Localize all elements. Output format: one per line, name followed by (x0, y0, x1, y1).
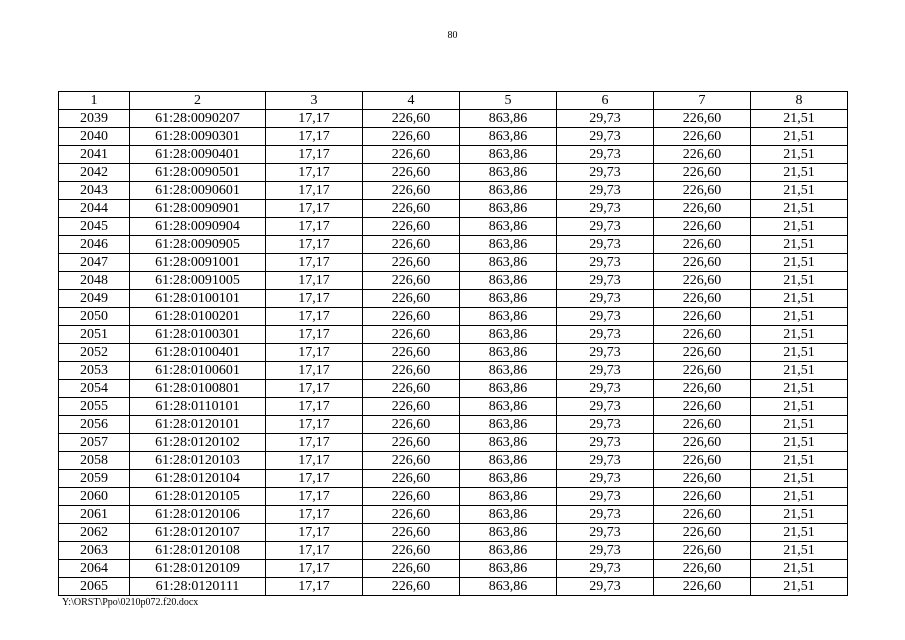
table-cell: 17,17 (266, 542, 363, 560)
table-cell: 2042 (59, 164, 130, 182)
table-row (59, 110, 848, 128)
table-cell: 863,86 (460, 290, 557, 308)
table-cell: 226,60 (363, 236, 460, 254)
table-cell: 17,17 (266, 470, 363, 488)
table-cell: 226,60 (363, 146, 460, 164)
table-cell: 61:28:0090401 (130, 146, 266, 164)
table-cell: 61:28:0100301 (130, 326, 266, 344)
table-cell: 61:28:0120105 (130, 488, 266, 506)
table-cell: 226,60 (654, 290, 751, 308)
table-cell: 61:28:0100201 (130, 308, 266, 326)
table-cell: 226,60 (363, 164, 460, 182)
table-row (59, 236, 848, 254)
table-cell: 226,60 (654, 236, 751, 254)
table-cell: 29,73 (557, 308, 654, 326)
column-header: 1 (59, 92, 130, 110)
table-cell: 17,17 (266, 200, 363, 218)
table-cell: 61:28:0090601 (130, 182, 266, 200)
table-cell: 17,17 (266, 146, 363, 164)
column-header: 6 (557, 92, 654, 110)
table-cell: 226,60 (654, 146, 751, 164)
table-row (59, 362, 848, 380)
table-cell: 226,60 (363, 308, 460, 326)
table-cell: 29,73 (557, 326, 654, 344)
column-header: 4 (363, 92, 460, 110)
table-cell: 863,86 (460, 524, 557, 542)
table-cell: 29,73 (557, 164, 654, 182)
table-cell: 226,60 (363, 398, 460, 416)
table-cell: 863,86 (460, 362, 557, 380)
table-cell: 61:28:0090301 (130, 128, 266, 146)
table-cell: 17,17 (266, 380, 363, 398)
table-cell: 2052 (59, 344, 130, 362)
table-cell: 226,60 (363, 272, 460, 290)
table-cell: 29,73 (557, 416, 654, 434)
table-row (59, 506, 848, 524)
table-cell: 2059 (59, 470, 130, 488)
table-cell: 863,86 (460, 542, 557, 560)
table-cell: 226,60 (363, 452, 460, 470)
table-cell: 226,60 (363, 218, 460, 236)
table-cell: 226,60 (654, 326, 751, 344)
table-cell: 17,17 (266, 164, 363, 182)
table-cell: 226,60 (654, 506, 751, 524)
table-row (59, 218, 848, 236)
table-cell: 21,51 (751, 110, 848, 128)
table-row (59, 128, 848, 146)
table-cell: 863,86 (460, 452, 557, 470)
table-cell: 17,17 (266, 254, 363, 272)
table-cell: 226,60 (363, 128, 460, 146)
table-cell: 226,60 (363, 524, 460, 542)
table-cell: 2063 (59, 542, 130, 560)
table-row (59, 398, 848, 416)
table-cell: 863,86 (460, 272, 557, 290)
table-cell: 17,17 (266, 218, 363, 236)
table-cell: 863,86 (460, 416, 557, 434)
table-cell: 2061 (59, 506, 130, 524)
table-cell: 2058 (59, 452, 130, 470)
table-cell: 21,51 (751, 344, 848, 362)
table-cell: 2054 (59, 380, 130, 398)
table-cell: 61:28:0120103 (130, 452, 266, 470)
table-cell: 226,60 (363, 416, 460, 434)
table-cell: 21,51 (751, 488, 848, 506)
table-row (59, 578, 848, 596)
table-cell: 61:28:0120102 (130, 434, 266, 452)
table-cell: 863,86 (460, 470, 557, 488)
table-cell: 2047 (59, 254, 130, 272)
table-cell: 863,86 (460, 380, 557, 398)
table-cell: 29,73 (557, 290, 654, 308)
table-cell: 21,51 (751, 416, 848, 434)
table-cell: 2048 (59, 272, 130, 290)
table-cell: 17,17 (266, 308, 363, 326)
table-cell: 226,60 (654, 398, 751, 416)
table-cell: 2051 (59, 326, 130, 344)
table-cell: 21,51 (751, 452, 848, 470)
table-row (59, 272, 848, 290)
table-cell: 2056 (59, 416, 130, 434)
column-header: 5 (460, 92, 557, 110)
table-cell: 29,73 (557, 470, 654, 488)
table-cell: 863,86 (460, 110, 557, 128)
table-cell: 29,73 (557, 254, 654, 272)
table-cell: 226,60 (654, 452, 751, 470)
table-cell: 29,73 (557, 560, 654, 578)
table-cell: 61:28:0091001 (130, 254, 266, 272)
table-cell: 226,60 (363, 362, 460, 380)
table-cell: 226,60 (363, 290, 460, 308)
table-cell: 21,51 (751, 236, 848, 254)
table-cell: 29,73 (557, 452, 654, 470)
table-cell: 61:28:0090901 (130, 200, 266, 218)
table-row (59, 434, 848, 452)
table-cell: 17,17 (266, 416, 363, 434)
table-cell: 61:28:0120106 (130, 506, 266, 524)
table-cell: 226,60 (654, 416, 751, 434)
table-cell: 863,86 (460, 182, 557, 200)
table-cell: 21,51 (751, 542, 848, 560)
table-cell: 226,60 (654, 254, 751, 272)
table-cell: 21,51 (751, 254, 848, 272)
table-cell: 863,86 (460, 218, 557, 236)
table-cell: 17,17 (266, 434, 363, 452)
table-row (59, 452, 848, 470)
table-cell: 226,60 (363, 470, 460, 488)
table-cell: 61:28:0091005 (130, 272, 266, 290)
table-cell: 29,73 (557, 182, 654, 200)
table-cell: 226,60 (654, 560, 751, 578)
table-cell: 226,60 (654, 272, 751, 290)
table-cell: 21,51 (751, 290, 848, 308)
table-row (59, 200, 848, 218)
table-cell: 863,86 (460, 164, 557, 182)
table-cell: 61:28:0120108 (130, 542, 266, 560)
table-cell: 61:28:0090904 (130, 218, 266, 236)
table-cell: 2049 (59, 290, 130, 308)
table-cell: 863,86 (460, 200, 557, 218)
table-cell: 29,73 (557, 488, 654, 506)
table-cell: 226,60 (654, 488, 751, 506)
table-cell: 226,60 (654, 434, 751, 452)
table-cell: 21,51 (751, 398, 848, 416)
table-cell: 863,86 (460, 560, 557, 578)
table-cell: 29,73 (557, 434, 654, 452)
table-cell: 17,17 (266, 362, 363, 380)
table-cell: 226,60 (363, 182, 460, 200)
table-cell: 21,51 (751, 272, 848, 290)
table-cell: 61:28:0100801 (130, 380, 266, 398)
table-cell: 2045 (59, 218, 130, 236)
table-cell: 21,51 (751, 200, 848, 218)
table-cell: 226,60 (654, 308, 751, 326)
table-cell: 61:28:0100101 (130, 290, 266, 308)
table-cell: 21,51 (751, 380, 848, 398)
table-cell: 61:28:0090905 (130, 236, 266, 254)
table-row (59, 560, 848, 578)
table-cell: 226,60 (654, 524, 751, 542)
table-cell: 21,51 (751, 308, 848, 326)
table-cell: 863,86 (460, 236, 557, 254)
table-cell: 29,73 (557, 380, 654, 398)
table-cell: 2057 (59, 434, 130, 452)
table-row (59, 470, 848, 488)
table-cell: 863,86 (460, 128, 557, 146)
table-cell: 61:28:0120104 (130, 470, 266, 488)
table-cell: 226,60 (654, 470, 751, 488)
table-cell: 17,17 (266, 488, 363, 506)
table-cell: 226,60 (654, 164, 751, 182)
table-cell: 61:28:0090207 (130, 110, 266, 128)
table-cell: 61:28:0100401 (130, 344, 266, 362)
table-row (59, 344, 848, 362)
table-row (59, 326, 848, 344)
table-cell: 2060 (59, 488, 130, 506)
table-cell: 29,73 (557, 146, 654, 164)
table-cell: 863,86 (460, 398, 557, 416)
table-cell: 226,60 (363, 254, 460, 272)
table-cell: 863,86 (460, 506, 557, 524)
table-cell: 17,17 (266, 560, 363, 578)
table-cell: 29,73 (557, 344, 654, 362)
table-row (59, 380, 848, 398)
table-cell: 61:28:0110101 (130, 398, 266, 416)
table-cell: 21,51 (751, 218, 848, 236)
table-header (59, 92, 848, 110)
table-cell: 17,17 (266, 326, 363, 344)
table-cell: 17,17 (266, 524, 363, 542)
table-cell: 61:28:0090501 (130, 164, 266, 182)
table-cell: 226,60 (654, 380, 751, 398)
table-cell: 226,60 (654, 362, 751, 380)
table-cell: 29,73 (557, 578, 654, 596)
table-cell: 863,86 (460, 488, 557, 506)
table-cell: 2043 (59, 182, 130, 200)
table-cell: 226,60 (363, 488, 460, 506)
table-cell: 21,51 (751, 560, 848, 578)
table-cell: 17,17 (266, 236, 363, 254)
table-row (59, 182, 848, 200)
table-cell: 226,60 (654, 344, 751, 362)
table-cell: 29,73 (557, 200, 654, 218)
page-number: 80 (447, 30, 458, 41)
table-cell: 863,86 (460, 146, 557, 164)
table-cell: 17,17 (266, 272, 363, 290)
table-cell: 226,60 (654, 110, 751, 128)
table-cell: 226,60 (654, 128, 751, 146)
table-cell: 21,51 (751, 326, 848, 344)
table-cell: 29,73 (557, 128, 654, 146)
table-row (59, 146, 848, 164)
table-row (59, 164, 848, 182)
column-header: 8 (751, 92, 848, 110)
table-cell: 29,73 (557, 542, 654, 560)
table-cell: 61:28:0120101 (130, 416, 266, 434)
table-cell: 2055 (59, 398, 130, 416)
table-cell: 61:28:0120111 (130, 578, 266, 596)
table-cell: 17,17 (266, 110, 363, 128)
table-row (59, 308, 848, 326)
table-cell: 863,86 (460, 308, 557, 326)
table-cell: 226,60 (654, 200, 751, 218)
table-cell: 29,73 (557, 272, 654, 290)
table-cell: 226,60 (363, 380, 460, 398)
table-cell: 226,60 (363, 200, 460, 218)
table-cell: 17,17 (266, 344, 363, 362)
table-cell: 17,17 (266, 452, 363, 470)
table-cell: 17,17 (266, 578, 363, 596)
table-cell: 17,17 (266, 506, 363, 524)
table-cell: 226,60 (363, 578, 460, 596)
table-cell: 226,60 (363, 326, 460, 344)
column-header: 3 (266, 92, 363, 110)
table-cell: 863,86 (460, 344, 557, 362)
table-cell: 17,17 (266, 128, 363, 146)
table-cell: 226,60 (363, 506, 460, 524)
table-cell: 21,51 (751, 362, 848, 380)
table-cell: 2039 (59, 110, 130, 128)
table-cell: 2041 (59, 146, 130, 164)
table-cell: 226,60 (654, 218, 751, 236)
table-cell: 2040 (59, 128, 130, 146)
table-row (59, 524, 848, 542)
table-cell: 21,51 (751, 524, 848, 542)
table-cell: 2044 (59, 200, 130, 218)
table-cell: 226,60 (363, 344, 460, 362)
table-cell: 2053 (59, 362, 130, 380)
footer-file-path: Y:\ORST\Ppo\0210p072.f20.docx (62, 597, 199, 608)
table-cell: 2050 (59, 308, 130, 326)
table-cell: 226,60 (654, 542, 751, 560)
table-cell: 29,73 (557, 398, 654, 416)
table-cell: 29,73 (557, 110, 654, 128)
table-cell: 29,73 (557, 524, 654, 542)
table-cell: 29,73 (557, 506, 654, 524)
table-cell: 2046 (59, 236, 130, 254)
table-cell: 21,51 (751, 128, 848, 146)
table-row (59, 254, 848, 272)
table-cell: 21,51 (751, 182, 848, 200)
table-cell: 29,73 (557, 218, 654, 236)
table-cell: 61:28:0120107 (130, 524, 266, 542)
table-cell: 29,73 (557, 236, 654, 254)
table-cell: 863,86 (460, 578, 557, 596)
table-cell: 2064 (59, 560, 130, 578)
table-cell: 863,86 (460, 254, 557, 272)
table-cell: 61:28:0100601 (130, 362, 266, 380)
table-cell: 226,60 (363, 110, 460, 128)
table-cell: 17,17 (266, 290, 363, 308)
table-cell: 2062 (59, 524, 130, 542)
table-cell: 21,51 (751, 578, 848, 596)
table-row (59, 542, 848, 560)
table-cell: 863,86 (460, 326, 557, 344)
table-cell: 21,51 (751, 506, 848, 524)
table-row (59, 488, 848, 506)
table-cell: 226,60 (654, 578, 751, 596)
column-header: 2 (130, 92, 266, 110)
table-cell: 17,17 (266, 398, 363, 416)
table-cell: 21,51 (751, 434, 848, 452)
table-cell: 226,60 (363, 560, 460, 578)
table-cell: 2065 (59, 578, 130, 596)
table-cell: 226,60 (654, 182, 751, 200)
table-body (59, 110, 848, 596)
table-cell: 17,17 (266, 182, 363, 200)
data-table (58, 91, 848, 596)
table-row (59, 290, 848, 308)
table-cell: 21,51 (751, 146, 848, 164)
table-cell: 226,60 (363, 434, 460, 452)
table-cell: 29,73 (557, 362, 654, 380)
column-header: 7 (654, 92, 751, 110)
table-cell: 21,51 (751, 470, 848, 488)
table-row (59, 416, 848, 434)
header-row (59, 92, 848, 110)
table-cell: 61:28:0120109 (130, 560, 266, 578)
table-cell: 226,60 (363, 542, 460, 560)
table-cell: 21,51 (751, 164, 848, 182)
table-cell: 863,86 (460, 434, 557, 452)
